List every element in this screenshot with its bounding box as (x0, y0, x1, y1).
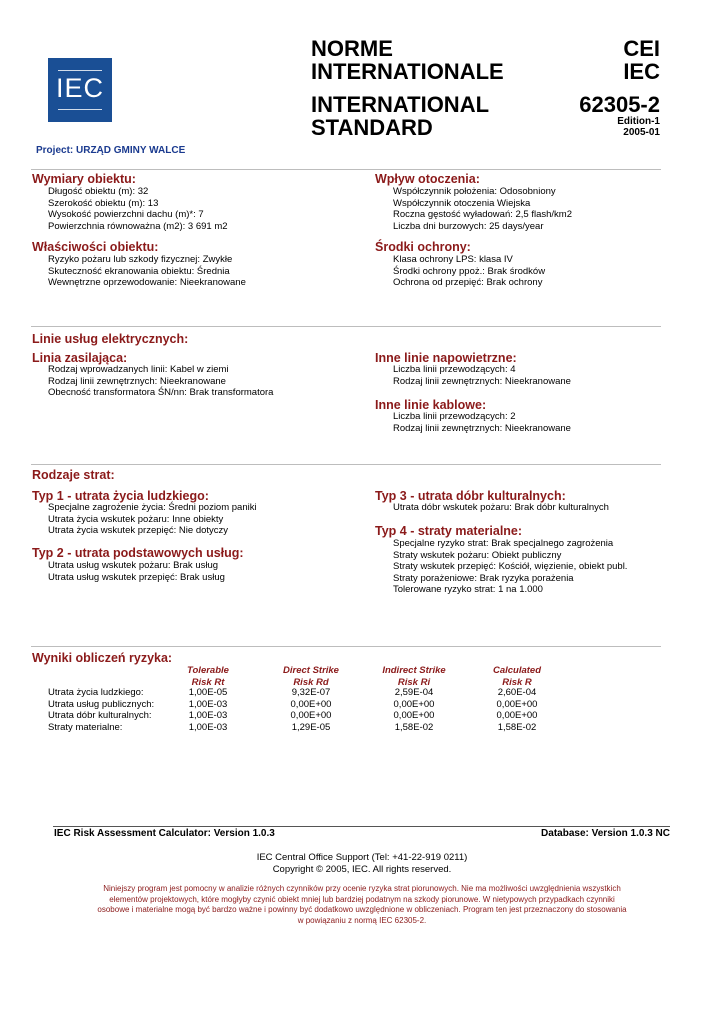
dimensions-title: Wymiary obiektu: (32, 172, 136, 186)
list-item: Straty wskutek pożaru: Obiekt publiczny (393, 549, 562, 561)
col-header-tolerable (168, 665, 248, 688)
divider (31, 646, 661, 647)
col-header-line: Risk R (502, 676, 532, 688)
support-line: IEC Central Office Support (Tel: +41-22-919 0211) (256, 852, 468, 863)
col-header-line: Risk Ri (397, 676, 431, 688)
cell: 1,58E-02 (497, 721, 537, 733)
dimensions-list (48, 186, 228, 232)
list-item: Utrata usług wskutek pożaru: Brak usług (48, 560, 219, 571)
cell: 9,32E-07 (291, 687, 331, 698)
project-name: Project: URZĄD GMINY WALCE (36, 145, 186, 156)
loss-type2-list (48, 560, 225, 583)
standard-number: 62305-2 (579, 92, 660, 117)
loss-type4-list (393, 538, 627, 596)
col-header-line: Risk Rt (191, 676, 225, 688)
row-label: Straty materialne: (48, 721, 123, 733)
list-item: Liczba dni burzowych: 25 days/year (393, 220, 544, 232)
properties-list (48, 254, 246, 289)
calculator-version: IEC Risk Assessment Calculator: Version 1.0.3 (54, 828, 275, 839)
list-item: Współczynnik otoczenia Wiejska (393, 197, 531, 209)
disclaimer-line: w powiązaniu z normą IEC 62305-2. (297, 915, 427, 925)
list-item: Specjalne zagrożenie życia: Średni poziom paniki (48, 502, 257, 513)
row-label: Utrata dóbr kulturalnych: (48, 710, 152, 721)
col-header-line: Indirect Strike (382, 665, 446, 676)
cell: 2,60E-04 (497, 687, 537, 698)
list-item: Straty porażeniowe: Brak ryzyka porażenia (393, 572, 574, 584)
edition-date: 2005-01 (623, 127, 660, 138)
cable-lines-title: Inne linie kablowe: (375, 398, 487, 412)
logo-text: IEC (55, 73, 104, 103)
title-en-1: INTERNATIONAL (311, 92, 490, 117)
col-header-line: Direct Strike (283, 665, 339, 676)
cell: 1,00E-03 (188, 710, 228, 721)
col-header-indirect (368, 665, 460, 688)
list-item: Współczynnik położenia: Odosobniony (393, 186, 556, 197)
loss-type1-list (48, 502, 257, 537)
list-item: Wewnętrzne oprzewodowanie: Nieekranowane (48, 277, 246, 288)
list-item: Tolerowane ryzyko strat: 1 na 1.000 (393, 584, 543, 595)
cable-lines-list (393, 411, 571, 434)
loss-type1-title: Typ 1 - utrata życia ludzkiego: (32, 489, 209, 503)
logo-line (58, 109, 102, 110)
results-title: Wyniki obliczeń ryzyka: (32, 651, 173, 665)
divider (31, 464, 661, 465)
list-item: Rodzaj linii zewnętrznych: Nieekranowane (48, 375, 226, 387)
col-header-line: Risk Rd (293, 676, 329, 688)
list-item: Klasa ochrony LPS: klasa IV (393, 254, 513, 265)
cei-label: CEI (623, 36, 660, 61)
list-item: Liczba linii przewodzących: 4 (393, 364, 516, 375)
edition: Edition-1 (617, 116, 660, 127)
list-item: Skuteczność ekranowania obiektu: Średnia (48, 265, 230, 277)
list-item: Powierzchnia równoważna (m2): 3 691 m2 (48, 220, 228, 232)
footer-divider (53, 826, 670, 827)
list-item: Liczba linii przewodzących: 2 (393, 411, 516, 422)
col-header-calculated (474, 665, 560, 688)
list-item: Obecność transformatora ŚN/nn: Brak transformatora (48, 387, 274, 398)
list-item: Straty wskutek przepięć: Kościół, więzienie, obiekt publ. (393, 561, 628, 572)
list-item: Specjalne ryzyko strat: Brak specjalnego zagrożenia (393, 538, 614, 549)
list-item: Ryzyko pożaru lub szkody fizycznej: Zwykłe (48, 254, 233, 265)
copyright: Copyright © 2005, IEC. All rights reserved. (272, 864, 452, 875)
loss-type3-title: Typ 3 - utrata dóbr kulturalnych: (375, 489, 566, 503)
overhead-lines-title: Inne linie napowietrzne: (375, 351, 517, 365)
cell: 0,00E+00 (393, 710, 435, 721)
loss-type4-title: Typ 4 - straty materialne: (375, 524, 523, 538)
cell: 0,00E+00 (496, 710, 538, 721)
list-item: Ochrona od przepięć: Brak ochrony (393, 277, 543, 288)
list-item: Długość obiektu (m): 32 (48, 186, 149, 197)
lines-title: Linie usług elektrycznych: (32, 332, 189, 346)
cell: 1,00E-03 (188, 721, 228, 733)
cell: 0,00E+00 (393, 698, 435, 710)
cell: 1,58E-02 (394, 721, 434, 733)
list-item: Utrata usług wskutek przepięć: Brak usług (48, 571, 225, 583)
list-item: Rodzaj linii zewnętrznych: Nieekranowane (393, 422, 571, 434)
list-item: Rodzaj linii zewnętrznych: Nieekranowane (393, 375, 571, 387)
cell: 0,00E+00 (496, 698, 538, 710)
cell: 1,29E-05 (291, 721, 331, 733)
environment-list (393, 186, 572, 232)
protection-title: Środki ochrony: (375, 240, 471, 254)
cell: 1,00E-03 (188, 698, 228, 710)
protection-list (393, 254, 545, 289)
losses-title: Rodzaje strat: (32, 468, 115, 482)
disclaimer-line: osobowe i materialne mogą być bardzo ważne i powinny być dodatkowo uwzględnione w obliczeniach. Program ten jest przeznaczony do stosowania (97, 905, 627, 914)
cell: 1,00E-05 (188, 687, 228, 698)
list-item: Utrata dóbr wskutek pożaru: Brak dóbr kulturalnych (393, 502, 609, 513)
divider (31, 169, 661, 170)
col-header-line: Tolerable (187, 665, 229, 676)
loss-type3-list (393, 502, 609, 514)
list-item: Utrata życia wskutek pożaru: Inne obiekty (48, 513, 224, 525)
disclaimer (40, 884, 684, 926)
row-label: Utrata usług publicznych: (48, 698, 155, 710)
list-item: Środki ochrony ppoż.: Brak środków (393, 265, 546, 277)
supply-line-title: Linia zasilająca: (32, 351, 128, 365)
overhead-lines-list (393, 364, 571, 387)
list-item: Szerokość obiektu (m): 13 (48, 197, 159, 209)
col-header-line: Calculated (492, 665, 542, 676)
title-fr-1: NORME (311, 36, 393, 61)
disclaimer-line: elementów projektowych, które mogłyby czynić obiekt mniej lub bardziej podatnym na szkody piorunowe. W nietypowych przypadkach czynniki (109, 894, 615, 904)
database-version: Database: Version 1.0.3 NC (541, 828, 670, 839)
support-info (0, 852, 724, 876)
iec-label: IEC (623, 59, 660, 84)
disclaimer-line: Niniejszy program jest pomocny w analizie różnych czynników przy ocenie ryzyka strat piorunowych. Nie ma możliwości uwzględnienia wszystkich (103, 884, 621, 893)
list-item: Utrata życia wskutek przepięć: Nie dotyczy (48, 525, 229, 536)
iec-logo (48, 58, 112, 122)
title-fr-2: INTERNATIONALE (311, 59, 504, 84)
divider (31, 326, 661, 327)
environment-title: Wpływ otoczenia: (375, 172, 480, 186)
list-item: Roczna gęstość wyładowań: 2,5 flash/km2 (393, 209, 573, 220)
loss-type2-title: Typ 2 - utrata podstawowych usług: (32, 546, 244, 560)
cell: 0,00E+00 (290, 698, 332, 710)
col-header-direct (268, 665, 354, 688)
list-item: Wysokość powierzchni dachu (m)*: 7 (48, 209, 204, 220)
list-item: Rodzaj wprowadzanych linii: Kabel w ziemi (48, 364, 229, 375)
supply-line-list (48, 364, 273, 399)
row-label: Utrata życia ludzkiego: (48, 687, 144, 698)
title-en-2: STANDARD (311, 115, 433, 140)
cell: 2,59E-04 (394, 687, 434, 698)
logo-line (58, 70, 102, 71)
cell: 0,00E+00 (290, 710, 332, 721)
properties-title: Właściwości obiektu: (32, 240, 159, 254)
